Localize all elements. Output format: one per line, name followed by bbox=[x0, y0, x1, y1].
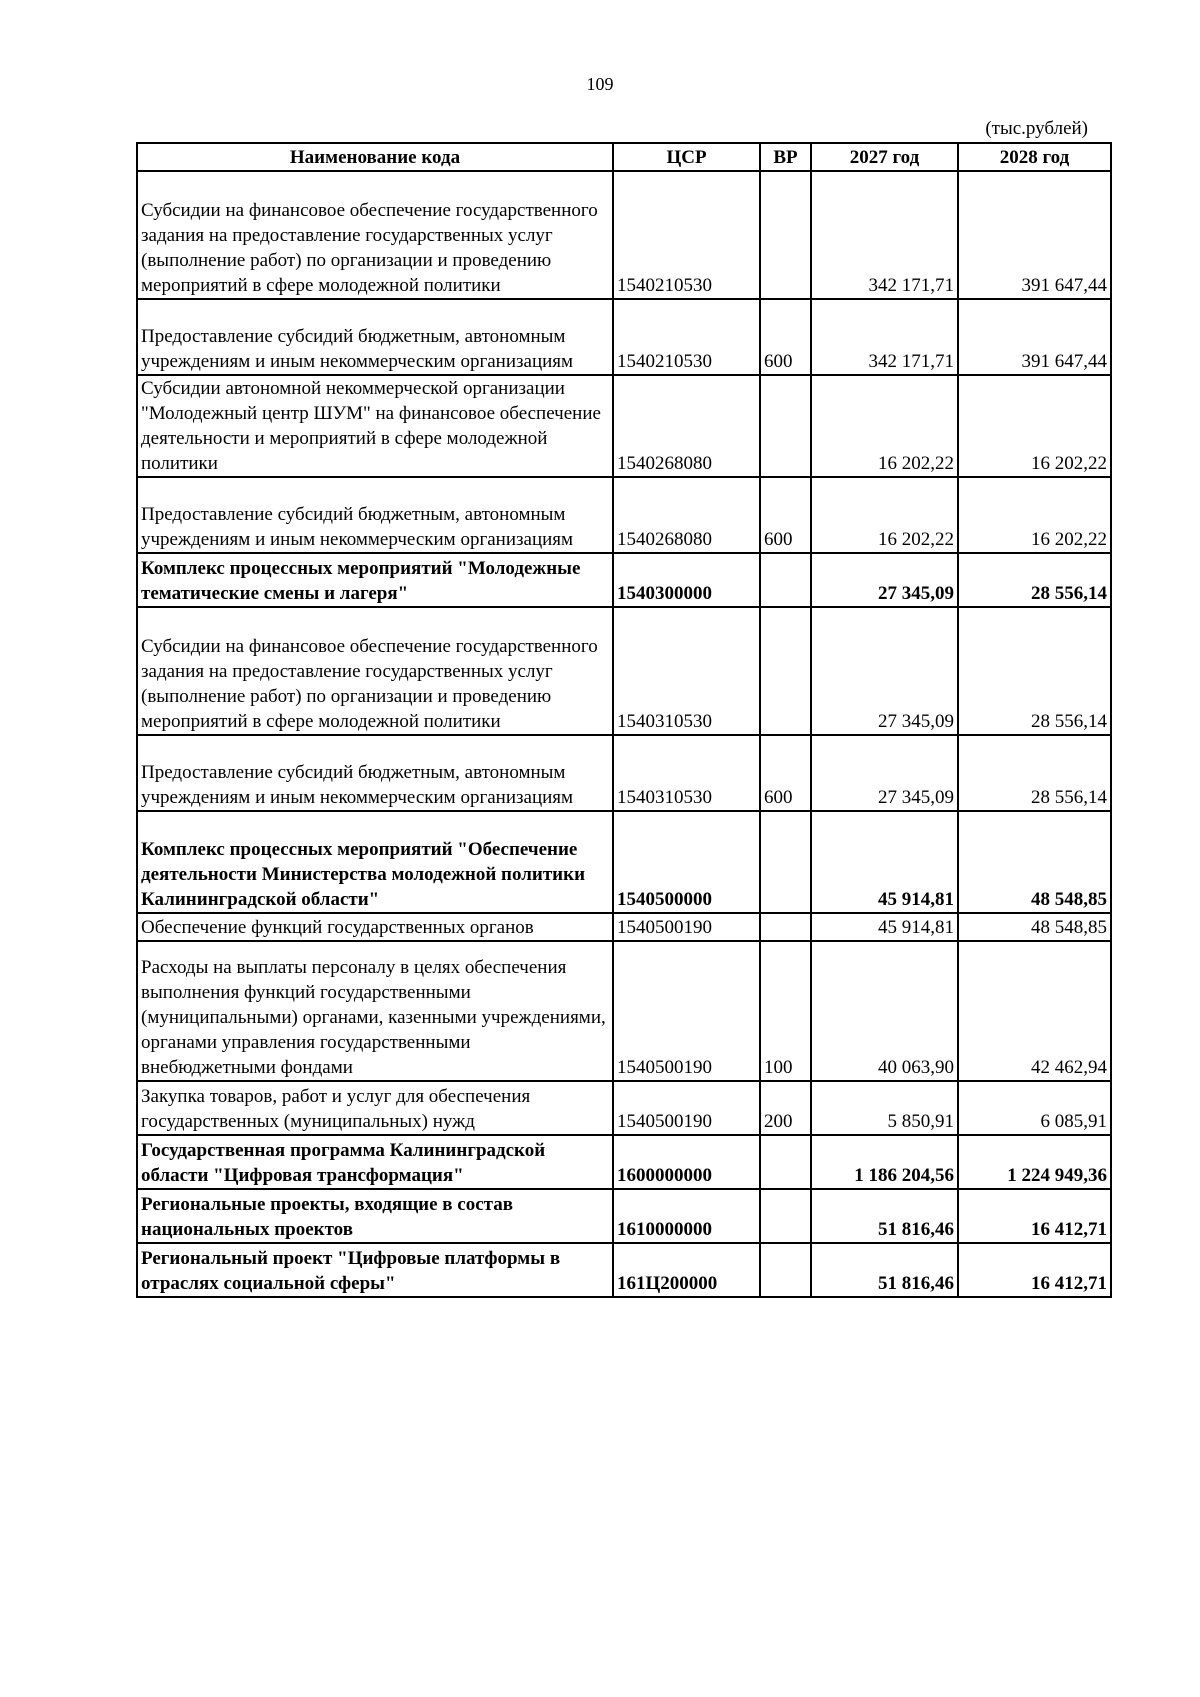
row-vr: 200 bbox=[760, 1081, 811, 1135]
row-name: Расходы на выплаты персоналу в целях обеспечения выполнения функций государственными (муниципальными) органами, казенными учреждениями, органами управления государственными внебюджетными фондами bbox=[137, 941, 613, 1081]
row-csr: 1540310530 bbox=[613, 735, 760, 811]
row-vr bbox=[760, 1189, 811, 1243]
table-header-row bbox=[137, 143, 1111, 171]
row-vr bbox=[760, 375, 811, 477]
header-name: Наименование кода bbox=[137, 143, 613, 171]
row-2027: 51 816,46 bbox=[811, 1189, 958, 1243]
row-vr bbox=[760, 607, 811, 735]
row-2028: 28 556,14 bbox=[958, 607, 1111, 735]
row-name: Предоставление субсидий бюджетным, автономным учреждениям и иным некоммерческим организациям bbox=[137, 735, 613, 811]
row-vr: 100 bbox=[760, 941, 811, 1081]
row-csr: 1540268080 bbox=[613, 375, 760, 477]
table-row bbox=[137, 299, 1111, 375]
table-row bbox=[137, 171, 1111, 299]
table-row bbox=[137, 811, 1111, 913]
row-2027: 16 202,22 bbox=[811, 477, 958, 553]
table-row bbox=[137, 1135, 1111, 1189]
row-2028: 391 647,44 bbox=[958, 299, 1111, 375]
row-2027: 5 850,91 bbox=[811, 1081, 958, 1135]
row-csr: 1540210530 bbox=[613, 299, 760, 375]
header-csr: ЦСР bbox=[613, 143, 760, 171]
row-2028: 391 647,44 bbox=[958, 171, 1111, 299]
row-2027: 27 345,09 bbox=[811, 553, 958, 607]
row-2028: 42 462,94 bbox=[958, 941, 1111, 1081]
row-2027: 40 063,90 bbox=[811, 941, 958, 1081]
row-csr: 1540300000 bbox=[613, 553, 760, 607]
row-2027: 51 816,46 bbox=[811, 1243, 958, 1297]
page-number: 109 bbox=[586, 74, 614, 94]
row-name: Комплекс процессных мероприятий "Обеспечение деятельности Министерства молодежной политики Калининградской области" bbox=[137, 811, 613, 913]
row-2027: 45 914,81 bbox=[811, 811, 958, 913]
row-vr bbox=[760, 171, 811, 299]
budget-table bbox=[136, 142, 1112, 1298]
row-2028: 48 548,85 bbox=[958, 913, 1111, 941]
row-2027: 342 171,71 bbox=[811, 299, 958, 375]
row-2028: 28 556,14 bbox=[958, 735, 1111, 811]
units-label: (тыс.рублей) bbox=[985, 118, 1088, 139]
row-2028: 48 548,85 bbox=[958, 811, 1111, 913]
row-2027: 16 202,22 bbox=[811, 375, 958, 477]
row-2027: 27 345,09 bbox=[811, 607, 958, 735]
row-name: Предоставление субсидий бюджетным, автономным учреждениям и иным некоммерческим организациям bbox=[137, 477, 613, 553]
row-name: Региональный проект "Цифровые платформы в отраслях социальной сферы" bbox=[137, 1243, 613, 1297]
table-row bbox=[137, 735, 1111, 811]
table-row bbox=[137, 1189, 1111, 1243]
row-csr: 1540500190 bbox=[613, 1081, 760, 1135]
table-row bbox=[137, 1243, 1111, 1297]
row-csr: 1610000000 bbox=[613, 1189, 760, 1243]
header-vr: ВР bbox=[760, 143, 811, 171]
row-name: Комплекс процессных мероприятий "Молодежные тематические смены и лагеря" bbox=[137, 553, 613, 607]
row-csr: 1540210530 bbox=[613, 171, 760, 299]
row-csr: 1600000000 bbox=[613, 1135, 760, 1189]
row-2028: 28 556,14 bbox=[958, 553, 1111, 607]
row-vr bbox=[760, 1135, 811, 1189]
row-vr bbox=[760, 811, 811, 913]
table-row bbox=[137, 553, 1111, 607]
row-2027: 342 171,71 bbox=[811, 171, 958, 299]
row-vr: 600 bbox=[760, 735, 811, 811]
row-name: Предоставление субсидий бюджетным, автономным учреждениям и иным некоммерческим организациям bbox=[137, 299, 613, 375]
table-row bbox=[137, 477, 1111, 553]
row-csr: 1540500000 bbox=[613, 811, 760, 913]
row-csr: 1540268080 bbox=[613, 477, 760, 553]
table-row bbox=[137, 913, 1111, 941]
row-csr: 161Ц200000 bbox=[613, 1243, 760, 1297]
row-name: Субсидии на финансовое обеспечение государственного задания на предоставление государственных услуг (выполнение работ) по организации и проведению мероприятий в сфере молодежной политики bbox=[137, 171, 613, 299]
header-2027: 2027 год bbox=[811, 143, 958, 171]
row-2028: 16 202,22 bbox=[958, 375, 1111, 477]
table-row bbox=[137, 375, 1111, 477]
row-name: Государственная программа Калининградской области "Цифровая трансформация" bbox=[137, 1135, 613, 1189]
row-2028: 16 412,71 bbox=[958, 1243, 1111, 1297]
row-2028: 16 202,22 bbox=[958, 477, 1111, 553]
row-vr bbox=[760, 913, 811, 941]
row-vr bbox=[760, 1243, 811, 1297]
row-2028: 6 085,91 bbox=[958, 1081, 1111, 1135]
row-2028: 16 412,71 bbox=[958, 1189, 1111, 1243]
row-2028: 1 224 949,36 bbox=[958, 1135, 1111, 1189]
table-body bbox=[137, 171, 1111, 1297]
row-name: Субсидии автономной некоммерческой организации "Молодежный центр ШУМ" на финансовое обеспечение деятельности и мероприятий в сфере молодежной политики bbox=[137, 375, 613, 477]
table-row bbox=[137, 1081, 1111, 1135]
row-2027: 1 186 204,56 bbox=[811, 1135, 958, 1189]
row-2027: 27 345,09 bbox=[811, 735, 958, 811]
row-vr bbox=[760, 553, 811, 607]
row-csr: 1540500190 bbox=[613, 913, 760, 941]
row-name: Обеспечение функций государственных органов bbox=[137, 913, 613, 941]
row-csr: 1540500190 bbox=[613, 941, 760, 1081]
row-name: Субсидии на финансовое обеспечение государственного задания на предоставление государственных услуг (выполнение работ) по организации и проведению мероприятий в сфере молодежной политики bbox=[137, 607, 613, 735]
row-2027: 45 914,81 bbox=[811, 913, 958, 941]
row-csr: 1540310530 bbox=[613, 607, 760, 735]
table-row bbox=[137, 607, 1111, 735]
row-vr: 600 bbox=[760, 477, 811, 553]
header-2028: 2028 год bbox=[958, 143, 1111, 171]
row-name: Закупка товаров, работ и услуг для обеспечения государственных (муниципальных) нужд bbox=[137, 1081, 613, 1135]
row-name: Региональные проекты, входящие в состав национальных проектов bbox=[137, 1189, 613, 1243]
row-vr: 600 bbox=[760, 299, 811, 375]
table-row bbox=[137, 941, 1111, 1081]
